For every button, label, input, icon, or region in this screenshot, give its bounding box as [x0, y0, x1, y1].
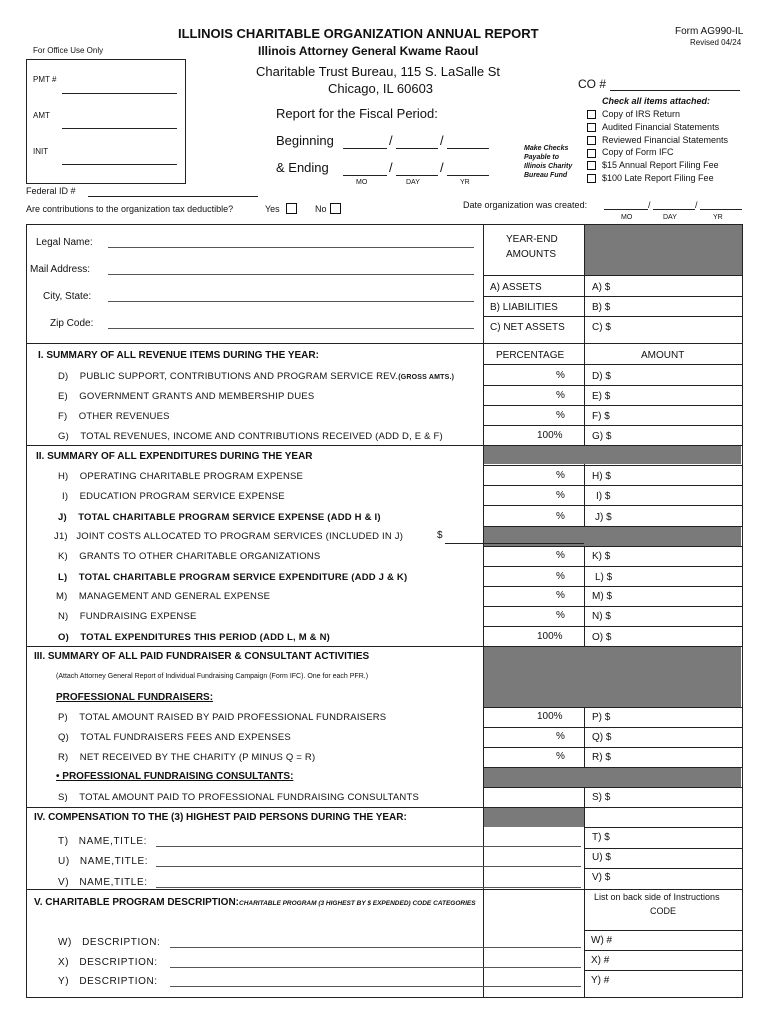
checkbox-icon[interactable]: [587, 149, 596, 158]
end-day-field[interactable]: [396, 175, 438, 176]
no-checkbox[interactable]: [330, 203, 341, 214]
percentage-header: PERCENTAGE: [496, 350, 565, 361]
col-divider: [584, 224, 585, 998]
fundraiser-row-q: Q) TOTAL FUNDRAISERS FEES AND EXPENSES: [58, 732, 291, 743]
deductible-question: Are contributions to the organization tax deductible?: [26, 204, 234, 214]
pct-r[interactable]: %: [556, 751, 565, 762]
gray-block: [484, 445, 741, 464]
slash: /: [695, 200, 698, 210]
comp-row-v: V) NAME,TITLE:: [58, 877, 148, 888]
city-state-label: City, State:: [43, 291, 92, 302]
row-rule: [26, 343, 743, 344]
program-y-field[interactable]: [170, 986, 581, 987]
gray-block: [484, 807, 584, 827]
slash: /: [389, 160, 393, 175]
no-label: No: [315, 204, 327, 214]
mail-address-field[interactable]: [108, 274, 474, 275]
code-x[interactable]: X) #: [591, 955, 610, 966]
co-number-field[interactable]: [610, 90, 740, 91]
j1-dollar: $: [437, 530, 443, 541]
consultant-row-s: S) TOTAL AMOUNT PAID TO PROFESSIONAL FUNDRAISING CONSULTANTS: [58, 792, 419, 803]
begin-mo-field[interactable]: [343, 148, 387, 149]
federal-id-field[interactable]: [88, 196, 258, 197]
pmt-label: PMT #: [33, 75, 57, 84]
city-address: Chicago, IL 60603: [328, 81, 434, 96]
checkbox-icon[interactable]: [587, 174, 596, 183]
created-mo-field[interactable]: [604, 209, 648, 210]
amount-g[interactable]: G) $: [592, 431, 612, 442]
code-y[interactable]: Y) #: [591, 975, 610, 986]
amount-k[interactable]: K) $: [592, 551, 611, 562]
amount-o[interactable]: O) $: [592, 632, 612, 643]
zip-field[interactable]: [108, 328, 474, 329]
pct-f[interactable]: %: [556, 410, 565, 421]
expense-row-n: N) FUNDRAISING EXPENSE: [58, 611, 197, 622]
row-rule: [26, 445, 743, 446]
end-yr-field[interactable]: [447, 175, 489, 176]
amount-p[interactable]: P) $: [592, 712, 611, 723]
program-w-field[interactable]: [170, 947, 581, 948]
section-2-heading: II. SUMMARY OF ALL EXPENDITURES DURING THE YEAR: [36, 451, 313, 462]
amt-label: AMT: [33, 111, 50, 120]
checkbox-icon[interactable]: [587, 110, 596, 119]
mail-address-label: Mail Address:: [30, 264, 91, 275]
federal-id-label: Federal ID #: [26, 186, 76, 196]
pct-n[interactable]: %: [556, 610, 565, 621]
pct-o: 100%: [537, 631, 563, 642]
pct-q[interactable]: %: [556, 731, 565, 742]
yes-checkbox[interactable]: [286, 203, 297, 214]
revenue-row-f: F) OTHER REVENUES: [58, 411, 170, 422]
expense-row-h: H) OPERATING CHARITABLE PROGRAM EXPENSE: [58, 471, 304, 482]
pct-p: 100%: [537, 711, 563, 722]
program-x-field[interactable]: [170, 967, 581, 968]
date-created-label: Date organization was created:: [463, 200, 588, 210]
checkbox-icon[interactable]: [587, 136, 596, 145]
created-yr-field[interactable]: [700, 209, 742, 210]
form-id: Form AG990-IL: [675, 26, 744, 37]
gray-block: [484, 767, 741, 787]
comp-v-field[interactable]: [156, 887, 581, 888]
legal-name-label: Legal Name:: [36, 237, 93, 248]
j1-amount-field[interactable]: [445, 543, 584, 544]
row-rule: [26, 807, 743, 808]
program-row-y: Y) DESCRIPTION:: [58, 976, 158, 987]
zip-label: Zip Code:: [50, 318, 94, 329]
comp-t-field[interactable]: [156, 846, 581, 847]
yes-label: Yes: [265, 204, 280, 214]
expense-row-j1: J1) JOINT COSTS ALLOCATED TO PROGRAM SERVICES (INCLUDED IN J): [54, 531, 404, 542]
amount-r[interactable]: R) $: [592, 752, 611, 763]
office-use-label: For Office Use Only: [33, 46, 104, 55]
pct-l[interactable]: %: [556, 571, 565, 582]
col-divider: [483, 224, 484, 998]
legal-name-field[interactable]: [108, 247, 474, 248]
attached-item[interactable]: Audited Financial Statements: [587, 121, 728, 134]
pf-heading: PROFESSIONAL FUNDRAISERS:: [56, 692, 214, 703]
form-title: ILLINOIS CHARITABLE ORGANIZATION ANNUAL REPORT: [178, 26, 539, 41]
make-checks-note: Make Checks Payable to Illinois Charity Bureau Fund: [524, 145, 573, 179]
pct-m[interactable]: %: [556, 590, 565, 601]
amount-f[interactable]: F) $: [592, 411, 610, 422]
expense-row-m: M) MANAGEMENT AND GENERAL EXPENSE: [56, 591, 271, 602]
program-subtitle: CHARITABLE PROGRAM (3 HIGHEST BY $ EXPENDED) CODE CATEGORIES: [239, 900, 476, 907]
amount-v[interactable]: V) $: [592, 872, 611, 883]
attached-heading: Check all items attached:: [602, 96, 711, 106]
liabilities-label: B) LIABILITIES: [490, 302, 558, 313]
slash: /: [389, 133, 393, 148]
init-label: INIT: [33, 147, 49, 156]
row-rule: [26, 889, 743, 890]
amount-u[interactable]: U) $: [592, 852, 611, 863]
section-5-heading: V. CHARITABLE PROGRAM DESCRIPTION:CHARITABLE PROGRAM (3 HIGHEST BY $ EXPENDED) CODE CATEGORIES: [34, 897, 476, 908]
expense-row-j: J) TOTAL CHARITABLE PROGRAM SERVICE EXPENSE (ADD H & I): [58, 512, 381, 523]
program-row-x: X) DESCRIPTION:: [58, 957, 158, 968]
section-1-heading: I. SUMMARY OF ALL REVENUE ITEMS DURING THE YEAR:: [38, 350, 319, 361]
expense-row-i: I) EDUCATION PROGRAM SERVICE EXPENSE: [62, 491, 285, 502]
pmt-line[interactable]: [62, 93, 177, 94]
attached-item[interactable]: Copy of IRS Return: [587, 108, 728, 121]
amount-e[interactable]: E) $: [592, 391, 611, 402]
fiscal-period-label: Report for the Fiscal Period:: [276, 106, 438, 121]
day-caption: DAY: [406, 179, 420, 186]
attach-note: (Attach Attorney General Report of Individual Fundraising Campaign (Form IFC). One for each PFR.): [56, 673, 369, 680]
revenue-row-e: E) GOVERNMENT GRANTS AND MEMBERSHIP DUES: [58, 391, 315, 402]
co-label: CO #: [578, 77, 607, 91]
amount-d[interactable]: D) $: [592, 371, 611, 382]
pct-g: 100%: [537, 430, 563, 441]
pct-h[interactable]: %: [556, 470, 565, 481]
attached-item[interactable]: $100 Late Report Filing Fee: [587, 172, 728, 185]
comp-row-t: T) NAME,TITLE:: [58, 836, 148, 847]
comp-row-u: U) NAME,TITLE:: [58, 856, 149, 867]
amount-m[interactable]: M) $: [592, 591, 612, 602]
mo-caption: MO: [621, 214, 633, 221]
list-note-code: CODE: [650, 906, 677, 916]
consultants-heading: • PROFESSIONAL FUNDRAISING CONSULTANTS:: [56, 771, 294, 782]
pct-i[interactable]: %: [556, 490, 565, 501]
net-assets-label: C) NET ASSETS: [490, 322, 565, 333]
amount-h[interactable]: H) $: [592, 471, 611, 482]
assets-label: A) ASSETS: [490, 282, 542, 293]
begin-yr-field[interactable]: [447, 148, 489, 149]
amount-q[interactable]: Q) $: [592, 732, 612, 743]
expense-row-o: O) TOTAL EXPENDITURES THIS PERIOD (ADD L, M & N): [58, 632, 330, 643]
list-note: List on back side of Instructions: [594, 892, 720, 902]
ending-label: & Ending: [276, 160, 329, 175]
comp-u-field[interactable]: [156, 866, 581, 867]
pct-d[interactable]: %: [556, 370, 565, 381]
liabilities-amount[interactable]: B) $: [592, 302, 611, 313]
end-mo-field[interactable]: [343, 175, 387, 176]
ag-name: Illinois Attorney General Kwame Raoul: [258, 44, 479, 58]
pct-k[interactable]: %: [556, 550, 565, 561]
init-line[interactable]: [62, 164, 177, 165]
amount-header: AMOUNT: [641, 350, 685, 361]
yr-caption: YR: [460, 179, 470, 186]
year-end-heading2: AMOUNTS: [506, 249, 556, 260]
amount-j[interactable]: J) $: [595, 512, 612, 523]
fundraiser-row-r: R) NET RECEIVED BY THE CHARITY (P MINUS Q = R): [58, 752, 316, 763]
city-state-field[interactable]: [108, 301, 474, 302]
section-3-heading: III. SUMMARY OF ALL PAID FUNDRAISER & CONSULTANT ACTIVITIES: [34, 651, 370, 662]
expense-row-k: K) GRANTS TO OTHER CHARITABLE ORGANIZATIONS: [58, 551, 321, 562]
program-row-w: W) DESCRIPTION:: [58, 937, 161, 948]
revised-date: Revised 04/24: [690, 38, 742, 47]
bureau-address: Charitable Trust Bureau, 115 S. LaSalle St: [256, 64, 501, 79]
begin-day-field[interactable]: [396, 148, 438, 149]
gray-block: [585, 225, 742, 275]
created-day-field[interactable]: [653, 209, 695, 210]
amount-t[interactable]: T) $: [592, 832, 610, 843]
gray-block: [484, 646, 741, 707]
expense-row-l: L) TOTAL CHARITABLE PROGRAM SERVICE EXPENDITURE (ADD J & K): [58, 572, 408, 583]
revenue-row-g: G) TOTAL REVENUES, INCOME AND CONTRIBUTIONS RECEIVED (ADD D, E & F): [58, 431, 443, 442]
year-end-heading: YEAR-END: [506, 234, 558, 245]
amount-n[interactable]: N) $: [592, 611, 611, 622]
fundraiser-row-p: P) TOTAL AMOUNT RAISED BY PAID PROFESSIONAL FUNDRAISERS: [58, 712, 387, 723]
amount-s[interactable]: S) $: [592, 792, 611, 803]
assets-amount[interactable]: A) $: [592, 282, 611, 293]
slash: /: [440, 133, 444, 148]
day-caption: DAY: [663, 214, 677, 221]
slash: /: [440, 160, 444, 175]
slash: /: [648, 200, 651, 210]
section-4-heading: IV. COMPENSATION TO THE (3) HIGHEST PAID PERSONS DURING THE YEAR:: [34, 812, 407, 823]
checkbox-icon[interactable]: [587, 123, 596, 132]
amount-i[interactable]: I) $: [596, 491, 611, 502]
amount-l[interactable]: L) $: [595, 572, 613, 583]
row-rule: [26, 646, 743, 647]
checkbox-icon[interactable]: [587, 161, 596, 170]
pct-j[interactable]: %: [556, 511, 565, 522]
attached-item[interactable]: $15 Annual Report Filing Fee: [587, 159, 728, 172]
pct-e[interactable]: %: [556, 390, 565, 401]
beginning-label: Beginning: [276, 133, 334, 148]
code-w[interactable]: W) #: [591, 935, 613, 946]
net-assets-amount[interactable]: C) $: [592, 322, 611, 333]
revenue-row-d: D) PUBLIC SUPPORT, CONTRIBUTIONS AND PROGRAM SERVICE REV.(GROSS AMTS.): [58, 371, 455, 382]
amt-line[interactable]: [62, 128, 177, 129]
attached-item[interactable]: Reviewed Financial Statements: [587, 134, 728, 147]
mo-caption: MO: [356, 179, 368, 186]
attached-list: [587, 108, 728, 185]
yr-caption: YR: [713, 214, 723, 221]
attached-item[interactable]: Copy of Form IFC: [587, 146, 728, 159]
